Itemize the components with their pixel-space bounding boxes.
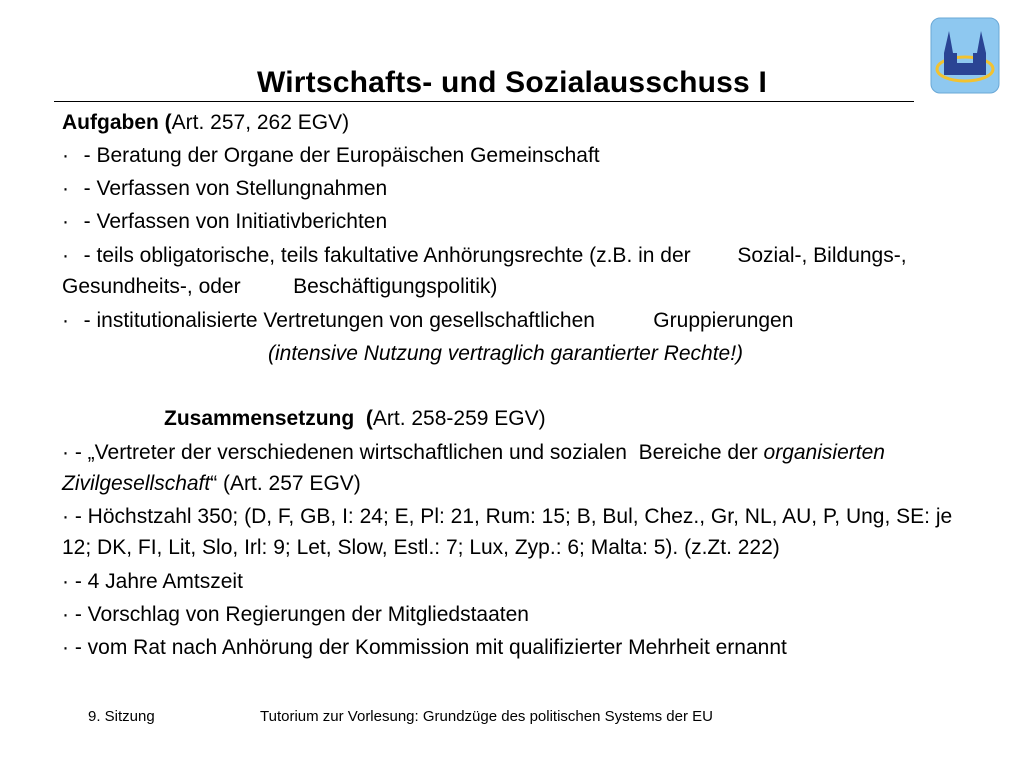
title-underline — [54, 101, 914, 102]
zusammensetzung-heading-bold: Zusammensetzung ( — [164, 407, 373, 430]
slide-body — [62, 106, 972, 664]
slide-title: Wirtschafts- und Sozialausschuss I — [257, 66, 767, 99]
zusammensetzung-item-prefix: - „Vertreter der verschiedenen wirtschaftlichen und sozialen Bereiche der — [74, 441, 764, 464]
zusammensetzung-item-text: - 4 Jahre Amtszeit — [74, 570, 243, 593]
aufgaben-item — [62, 304, 972, 337]
bullet-icon: · — [62, 144, 69, 167]
aufgaben-heading-article: Art. 257, 262 EGV) — [171, 111, 350, 134]
aufgaben-item — [62, 172, 972, 205]
aufgaben-item-text: - institutionalisierte Vertretungen von gesellschaftlichen Gruppierungen — [83, 309, 794, 332]
zusammensetzung-item-text: - Vorschlag von Regierungen der Mitgliedstaaten — [74, 603, 529, 626]
aufgaben-heading — [62, 106, 972, 139]
aufgaben-item-text: - teils obligatorische, teils fakultative Anhörungsrechte (z.B. in der Sozial-, Bildungs-, Gesundheits-, oder Beschäftigungspolitik) — [62, 244, 913, 298]
bullet-icon: · — [62, 441, 69, 464]
bullet-icon: · — [62, 177, 69, 200]
aufgaben-item — [62, 139, 972, 172]
footer-course: Tutorium zur Vorlesung: Grundzüge des politischen Systems der EU — [260, 708, 713, 725]
zusammensetzung-item-text: - vom Rat nach Anhörung der Kommission mit qualifizierter Mehrheit ernannt — [74, 636, 787, 659]
zusammensetzung-heading — [62, 402, 972, 435]
aufgaben-item-text: - Verfassen von Stellungnahmen — [83, 177, 388, 200]
bullet-icon: · — [62, 210, 69, 233]
zusammensetzung-heading-article: Art. 258-259 EGV) — [372, 407, 546, 430]
aufgaben-note: (intensive Nutzung vertraglich garantierter Rechte!) — [268, 342, 744, 365]
bullet-icon: · — [62, 603, 69, 626]
bullet-icon: · — [62, 309, 69, 332]
aufgaben-item-text: - Beratung der Organe der Europäischen Gemeinschaft — [83, 144, 600, 167]
cathedral-logo-icon — [930, 17, 1000, 94]
zusammensetzung-item — [62, 598, 972, 631]
zusammensetzung-item-suffix: “ (Art. 257 EGV) — [210, 472, 361, 495]
footer-session: 9. Sitzung — [88, 708, 155, 725]
aufgaben-heading-bold: Aufgaben ( — [62, 111, 172, 134]
zusammensetzung-item — [62, 501, 972, 563]
zusammensetzung-item-text: - Höchstzahl 350; (D, F, GB, I: 24; E, Pl: 21, Rum: 15; B, Bul, Chez., Gr, NL, AU, P, Ung, SE: je 12; DK, FI, Lit, Slo, Irl: 9; Let, Slow, Estl.: 7; Lux, Zyp.: 6; Malta: 5). (z.Zt. 222) — [62, 505, 959, 559]
bullet-icon: · — [62, 244, 69, 267]
zusammensetzung-item — [62, 437, 972, 499]
zusammensetzung-item — [62, 565, 972, 598]
bullet-icon: · — [62, 505, 69, 528]
zusammensetzung-item-italic: organisierten Zivilgesellschaft — [62, 441, 891, 495]
bullet-icon: · — [62, 570, 69, 593]
aufgaben-item — [62, 205, 972, 238]
aufgaben-item — [62, 240, 972, 302]
aufgaben-item-text: - Verfassen von Initiativberichten — [83, 210, 388, 233]
zusammensetzung-item — [62, 631, 972, 664]
bullet-icon: · — [62, 636, 69, 659]
